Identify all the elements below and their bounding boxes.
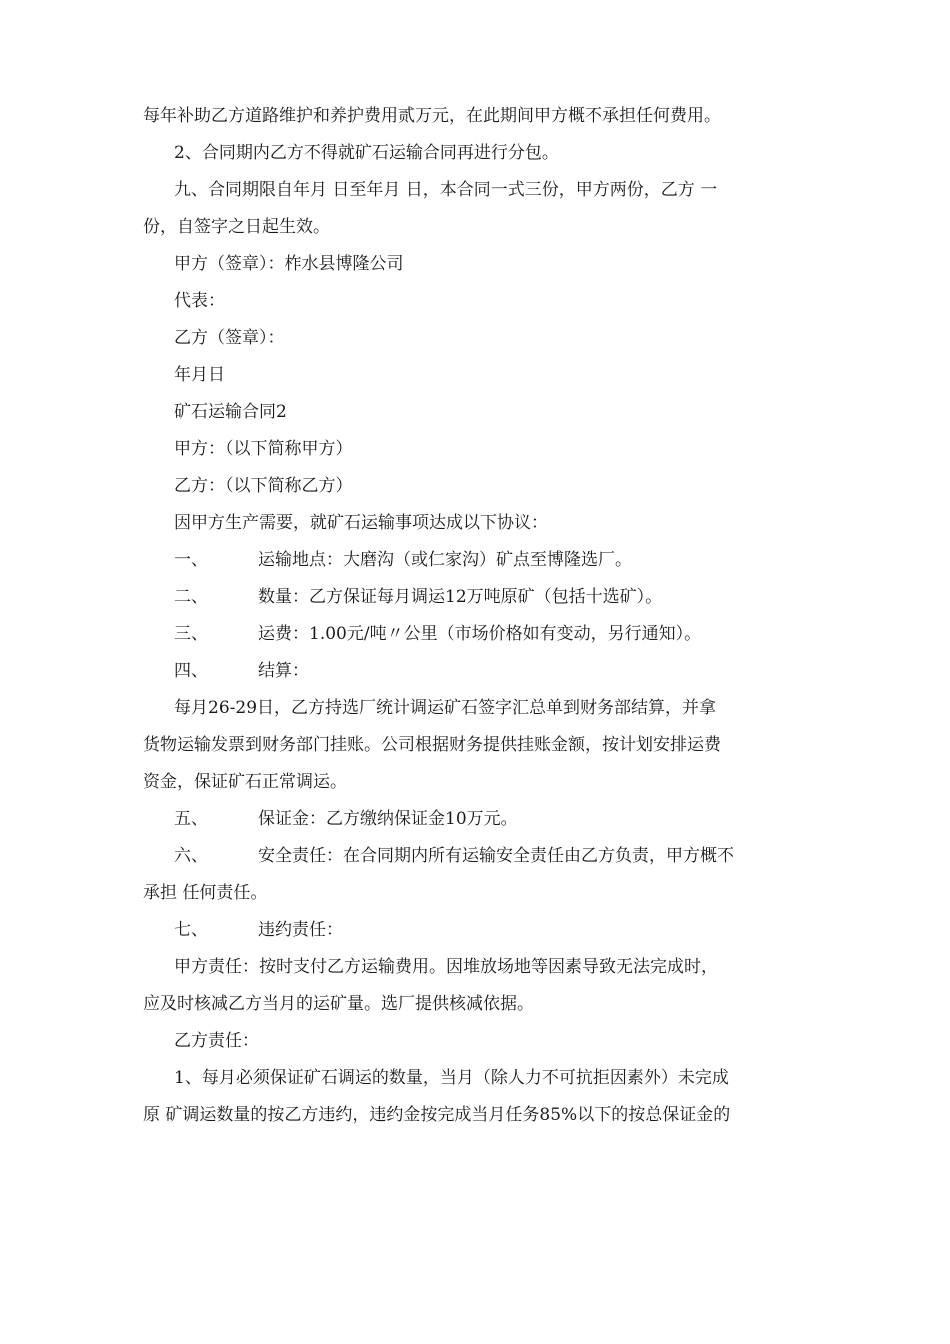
clause-number: 四、 — [174, 661, 208, 681]
clause-text: 违约责任： — [258, 920, 343, 940]
paragraph-line: 每年补助乙方道路维护和养护费用贰万元，在此期间甲方概不承担任何费用。 — [143, 106, 721, 126]
paragraph-line: 九、合同期限自年月 日至年月 日，本合同一式三份，甲方两份，乙方 一 — [174, 180, 718, 200]
clause-item — [143, 801, 811, 838]
clause-item — [143, 616, 811, 653]
document-body — [143, 98, 811, 1134]
paragraph-line: 2、合同期内乙方不得就矿石运输合同再进行分包。 — [174, 143, 559, 163]
party-b-line: 乙方：（以下简称乙方） — [174, 476, 353, 496]
clause-text: 数量：乙方保证每月调运12万吨原矿（包括十选矿）。 — [258, 587, 663, 607]
clause-number: 一、 — [174, 550, 208, 570]
clause-number: 三、 — [174, 624, 208, 644]
paragraph-line: 每月26-29日，乙方持选厂统计调运矿石签字汇总单到财务部结算，并拿 — [174, 698, 717, 718]
paragraph-line: 1、每月必须保证矿石调运的数量，当月（除人力不可抗拒因素外）未完成 — [174, 1068, 729, 1088]
signature-party-b: 乙方（签章）： — [174, 328, 285, 348]
contract-title: 矿石运输合同2 — [174, 402, 287, 422]
representative-line: 代表： — [174, 291, 225, 311]
paragraph-line: 份，自签字之日起生效。 — [143, 217, 330, 237]
clause-item — [143, 912, 811, 949]
paragraph-line: 甲方责任：按时支付乙方运输费用。因堆放场地等因素导致无法完成时， — [174, 957, 718, 977]
clause-item — [143, 838, 811, 875]
clause-number: 六、 — [174, 846, 208, 866]
intro-line: 因甲方生产需要，就矿石运输事项达成以下协议： — [174, 513, 548, 533]
clause-number: 七、 — [174, 920, 208, 940]
paragraph-line: 乙方责任： — [174, 1031, 259, 1051]
clause-item — [143, 653, 811, 690]
clause-item — [143, 542, 811, 579]
clause-text: 保证金：乙方缴纳保证金10万元。 — [258, 809, 518, 829]
party-a-line: 甲方：（以下简称甲方） — [174, 439, 353, 459]
clause-item — [143, 579, 811, 616]
clause-text: 安全责任：在合同期内所有运输安全责任由乙方负责，甲方概不 — [258, 846, 734, 866]
paragraph-line: 原 矿调运数量的按乙方违约，违约金按完成当月任务85%以下的按总保证金的 — [143, 1105, 731, 1125]
clause-text: 运费：1.00元/吨〃公里（市场价格如有变动，另行通知）。 — [258, 624, 702, 644]
date-line: 年月日 — [174, 365, 225, 385]
clause-number: 二、 — [174, 587, 208, 607]
clause-text: 结算： — [258, 661, 309, 681]
clause-text: 运输地点：大磨沟（或仁家沟）矿点至博隆选厂。 — [258, 550, 632, 570]
paragraph-line: 资金，保证矿石正常调运。 — [143, 772, 347, 792]
paragraph-line: 应及时核减乙方当月的运矿量。选厂提供核减依据。 — [143, 994, 534, 1014]
paragraph-line: 承担 任何责任。 — [143, 883, 268, 903]
signature-party-a: 甲方（签章）：柞水县博隆公司 — [174, 254, 404, 274]
paragraph-line: 货物运输发票到财务部门挂账。公司根据财务提供挂账金额，按计划安排运费 — [143, 735, 721, 755]
clause-number: 五、 — [174, 809, 208, 829]
